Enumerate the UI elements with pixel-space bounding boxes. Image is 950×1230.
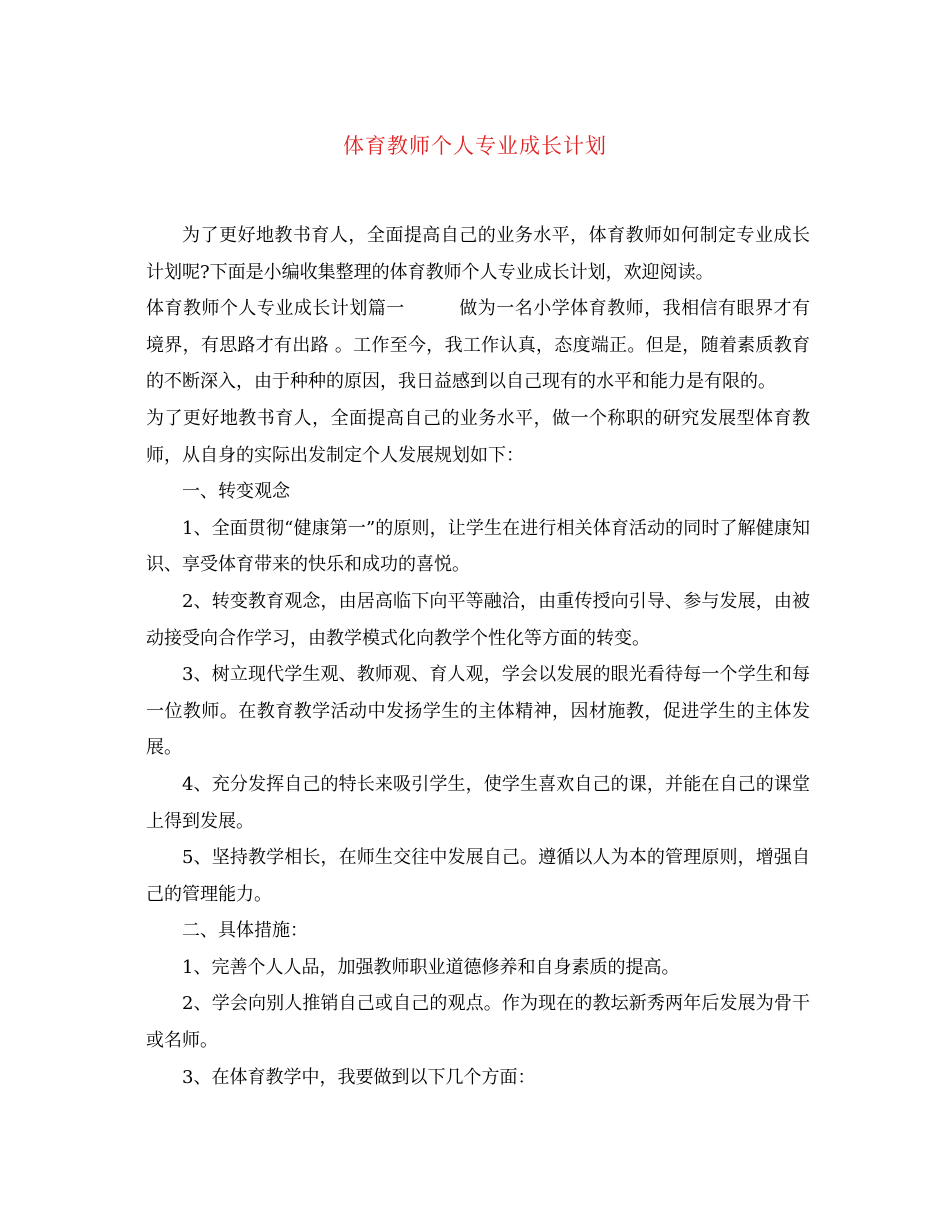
document-title: 体育教师个人专业成长计划 (343, 134, 607, 158)
article-paragraph (146, 291, 810, 474)
intro-paragraph: 为了更好地教书育人，全面提高自己的业务水平，体育教师如何制定专业成长计划呢?下面是小编收集整理的体育教师个人专业成长计划，欢迎阅读。 (146, 225, 810, 283)
article-body-part-2: 为了更好地教书育人，全面提高自己的业务水平，做一个称职的研究发展型体育教师，从自身的实际出发制定个人发展规划如下： (146, 407, 810, 466)
section2-item: 3、在体育教学中，我要做到以下几个方面： (182, 1066, 536, 1088)
section1-item: 1、全面贯彻“健康第一”的原则，让学生在进行相关体育活动的同时了解健康知识、享受体育带来的快乐和成功的喜悦。 (146, 517, 810, 576)
article-body-part-1: 做为一名小学体育教师，我相信有眼界才有境界，有思路才有出路 。工作至今，我工作认真，态度端正。但是，随着素质教育的不断深入，由于种种的原因，我日益感到以自己现有的水平和能力是有限的。 (146, 298, 811, 393)
section1-heading: 一、转变观念 (182, 481, 290, 503)
section2-item: 1、完善个人人品，加强教师职业道德修养和自身素质的提高。 (182, 956, 680, 978)
section1-item: 3、树立现代学生观、教师观、育人观，学会以发展的眼光看待每一个学生和每一位教师。在教育教学活动中发扬学生的主体精神，因材施教，促进学生的主体发展。 (146, 664, 810, 759)
section1-item: 2、转变教育观念，由居高临下向平等融洽，由重传授向引导、参与发展，由被动接受向合作学习，由教学模式化向教学个性化等方面的转变。 (146, 590, 810, 649)
section2-item: 2、学会向别人推销自己或自己的观点。作为现在的教坛新秀两年后发展为骨干或名师。 (146, 993, 810, 1052)
document-body (146, 218, 810, 1096)
section2-heading: 二、具体措施： (182, 920, 308, 942)
section1-item: 5、坚持教学相长，在师生交往中发展自己。遵循以人为本的管理原则，增强自己的管理能力。 (146, 847, 810, 905)
article-label: 体育教师个人专业成长计划篇一 (146, 298, 405, 320)
section1-item: 4、充分发挥自己的特长来吸引学生，使学生喜欢自己的课，并能在自己的课堂上得到发展。 (146, 773, 810, 832)
